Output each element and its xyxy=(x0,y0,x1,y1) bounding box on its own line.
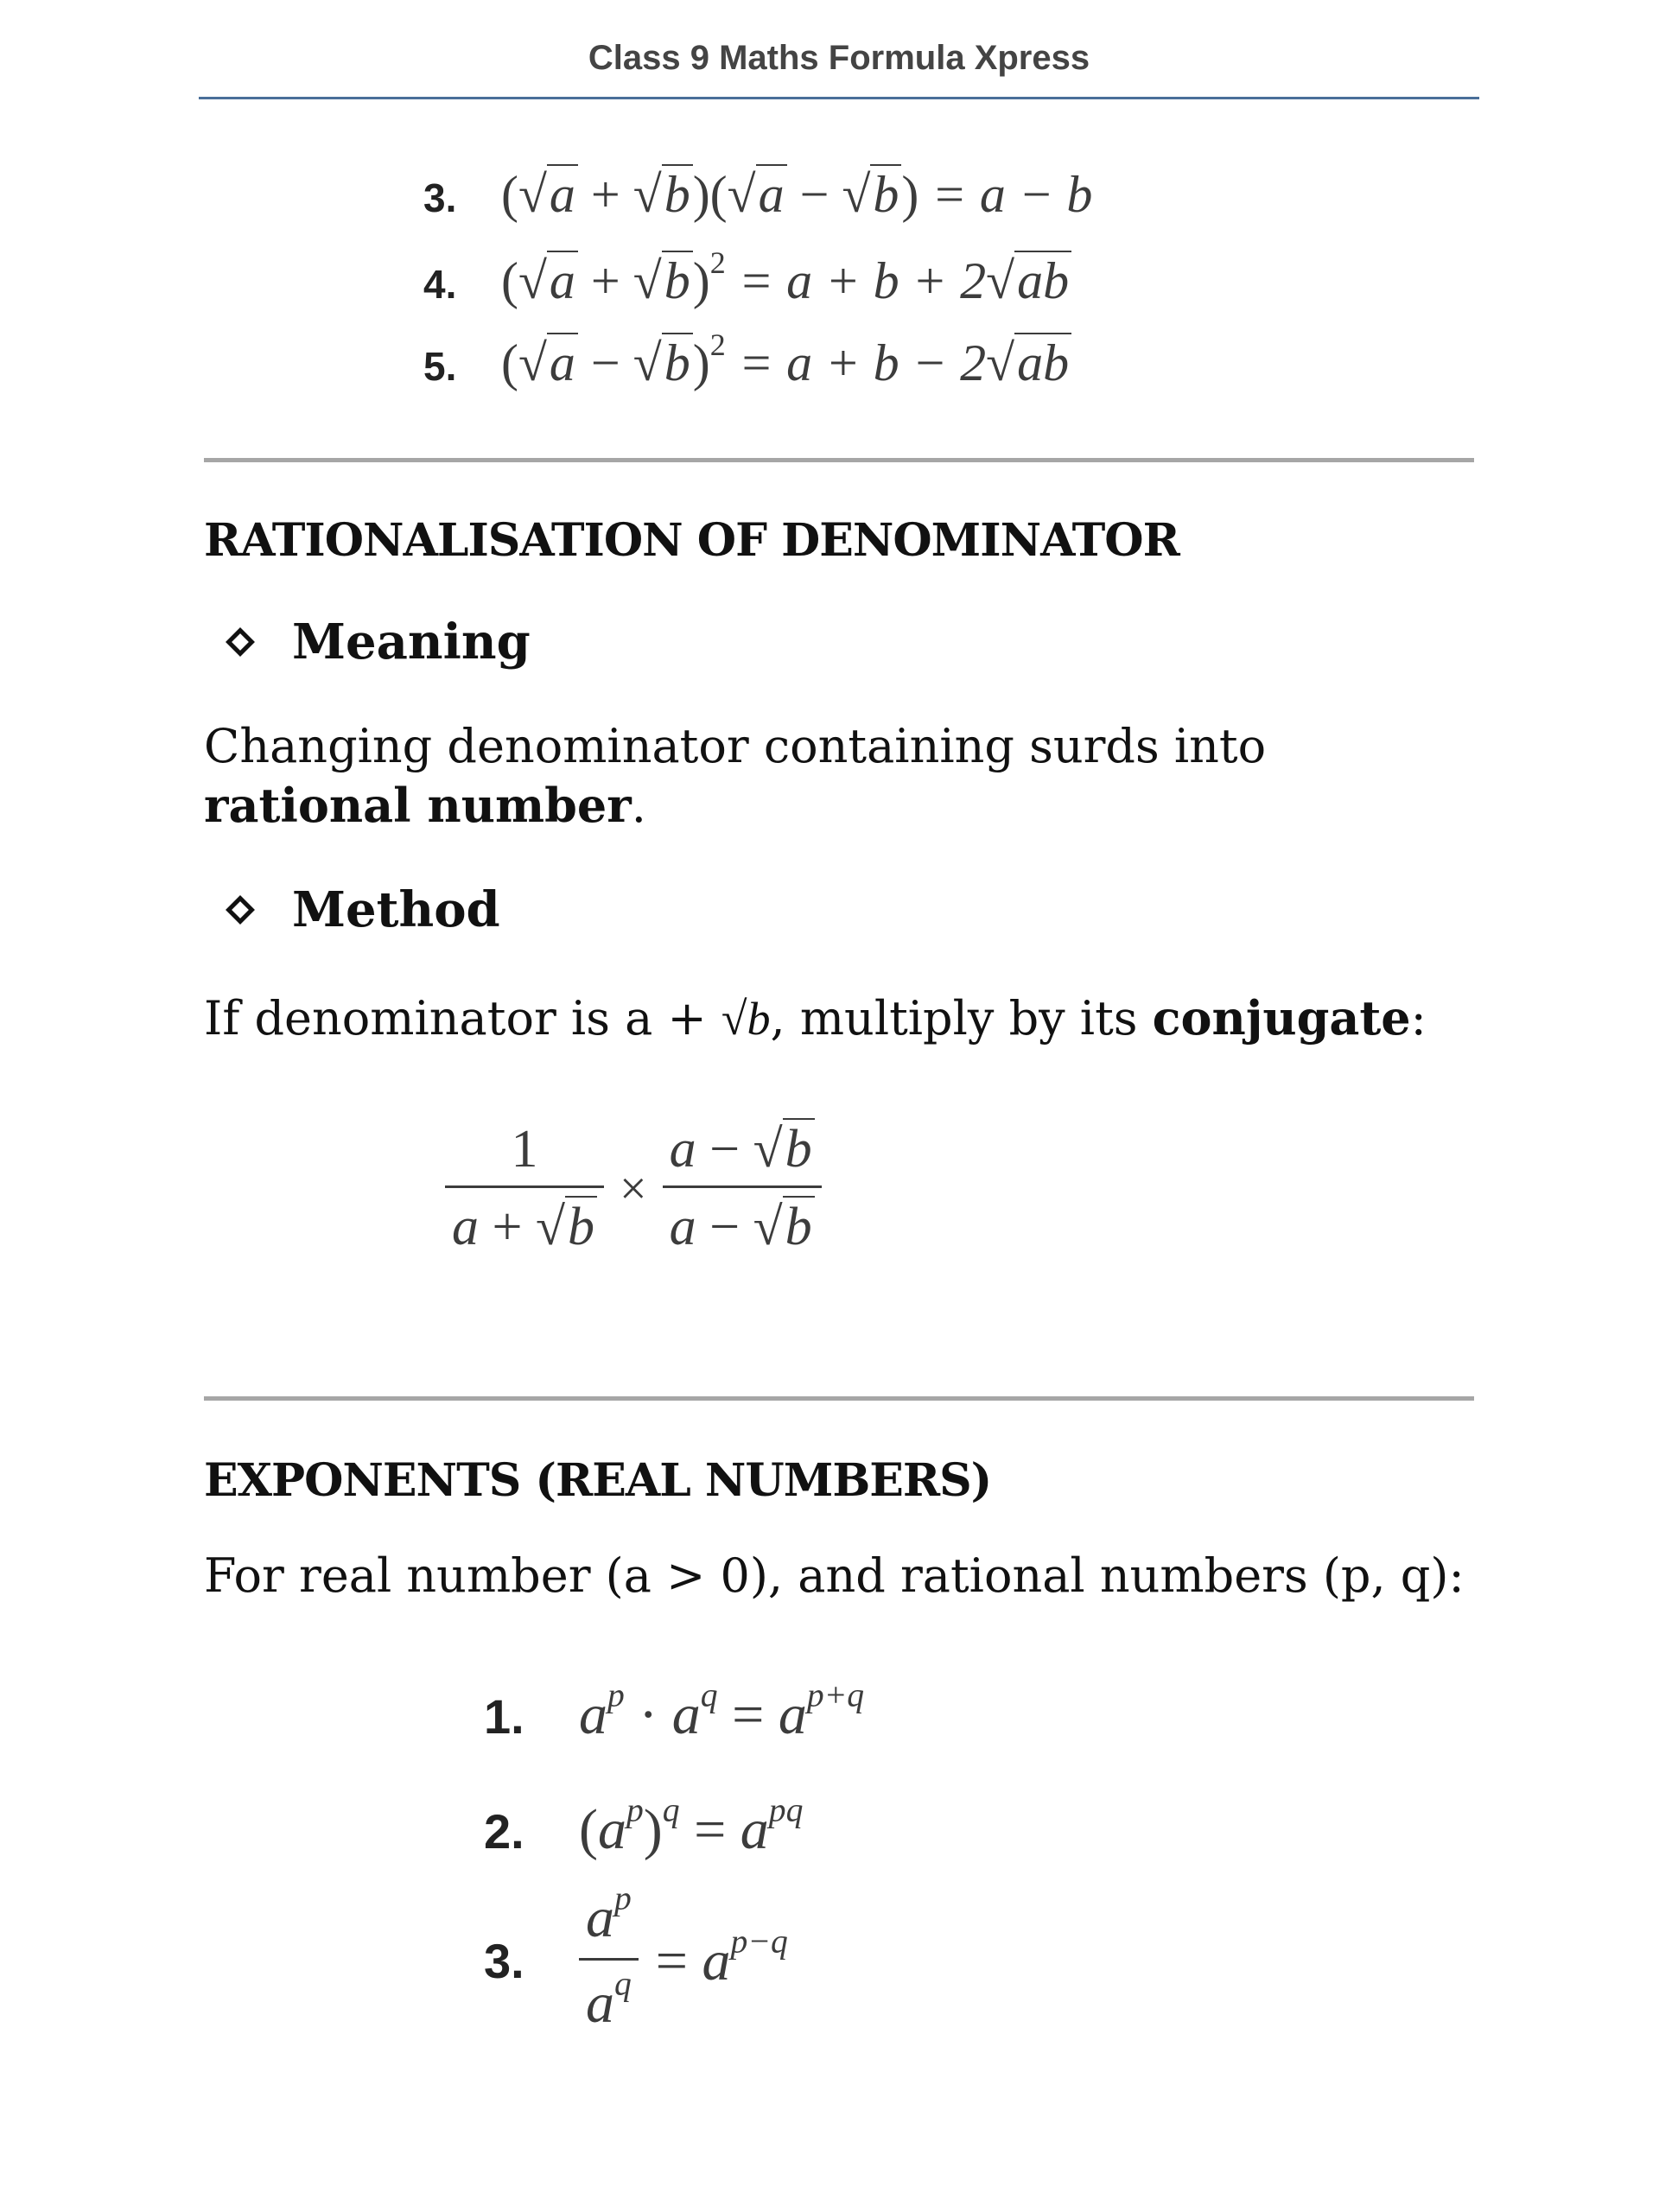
identity-rhs: = a − b xyxy=(931,166,1093,223)
meaning-period: . xyxy=(631,779,646,833)
rationalisation-heading: RATIONALISATION OF DENOMINATOR xyxy=(204,514,1179,567)
rationalisation-formula xyxy=(445,1119,822,1258)
fraction-numerator: 1 xyxy=(511,1120,538,1179)
law-number: 3. xyxy=(484,1933,524,1988)
exponent-law-3: 3. $\frac{a^p}{a^q}$ = $a^{p-q}$ xyxy=(484,1884,788,2038)
exponents-intro: For real number (a > 0), and rational numbers (p, q): xyxy=(204,1548,1465,1603)
conjugate-bold-text: conjugate xyxy=(1152,990,1411,1046)
identity-rhs: = a + b − 2 xyxy=(738,334,987,391)
diamond-bullet-icon xyxy=(226,895,255,925)
identity-4: 4. $(√a + √b)^2 = a + b + 2√ab$ xyxy=(423,251,1071,315)
identity-5: 5. $(√a - √b)^2 = a + b - 2√ab$ xyxy=(423,333,1071,397)
method-paragraph xyxy=(204,988,1483,1048)
exponents-heading: EXPONENTS (REAL NUMBERS) xyxy=(204,1454,992,1507)
method-subheading xyxy=(223,881,500,938)
times-sign: × xyxy=(620,1161,647,1216)
method-text: If denominator is a + xyxy=(204,991,721,1046)
identity-number: 5. xyxy=(423,344,457,389)
sqrt-b-inline: √b xyxy=(721,993,771,1045)
law-number: 2. xyxy=(484,1804,524,1859)
method-colon: : xyxy=(1410,991,1427,1046)
exponent-law-1: 1. $a^p \cdot a^q = a^{p+q}$ xyxy=(484,1681,864,1751)
exponent-law-2: 2. $(a^p)^q = a^{pq}$ xyxy=(484,1796,803,1866)
fraction-ap-over-aq: $\frac{a^p}{a^q}$ xyxy=(579,1884,639,2038)
diamond-bullet-icon xyxy=(226,627,255,657)
fraction-1-over-a-plus-root-b: $\frac{1}{a + √b}$ xyxy=(445,1119,604,1258)
method-text-mid: , multiply by its xyxy=(770,991,1153,1046)
meaning-text: Changing denominator containing surds into xyxy=(204,719,1267,773)
identity-number: 4. xyxy=(423,262,457,307)
identity-number: 3. xyxy=(423,175,457,220)
identity-rhs: = a + b + 2 xyxy=(738,252,987,309)
page-header xyxy=(199,36,1479,99)
method-label: Method xyxy=(292,881,500,938)
section-divider xyxy=(204,458,1474,462)
identity-3: 3. (√a + √b)(√a − √b) = a − b xyxy=(423,164,1092,228)
conjugate-fraction: $\frac{a - √b}{a - √b}$ xyxy=(663,1119,822,1258)
meaning-paragraph xyxy=(204,717,1414,836)
law-number: 1. xyxy=(484,1689,524,1744)
meaning-bold-text: rational number xyxy=(204,778,632,833)
section-divider xyxy=(204,1396,1474,1401)
meaning-subheading xyxy=(223,613,531,671)
page-title: Class 9 Maths Formula Xpress xyxy=(588,39,1090,77)
meaning-label: Meaning xyxy=(292,613,531,671)
